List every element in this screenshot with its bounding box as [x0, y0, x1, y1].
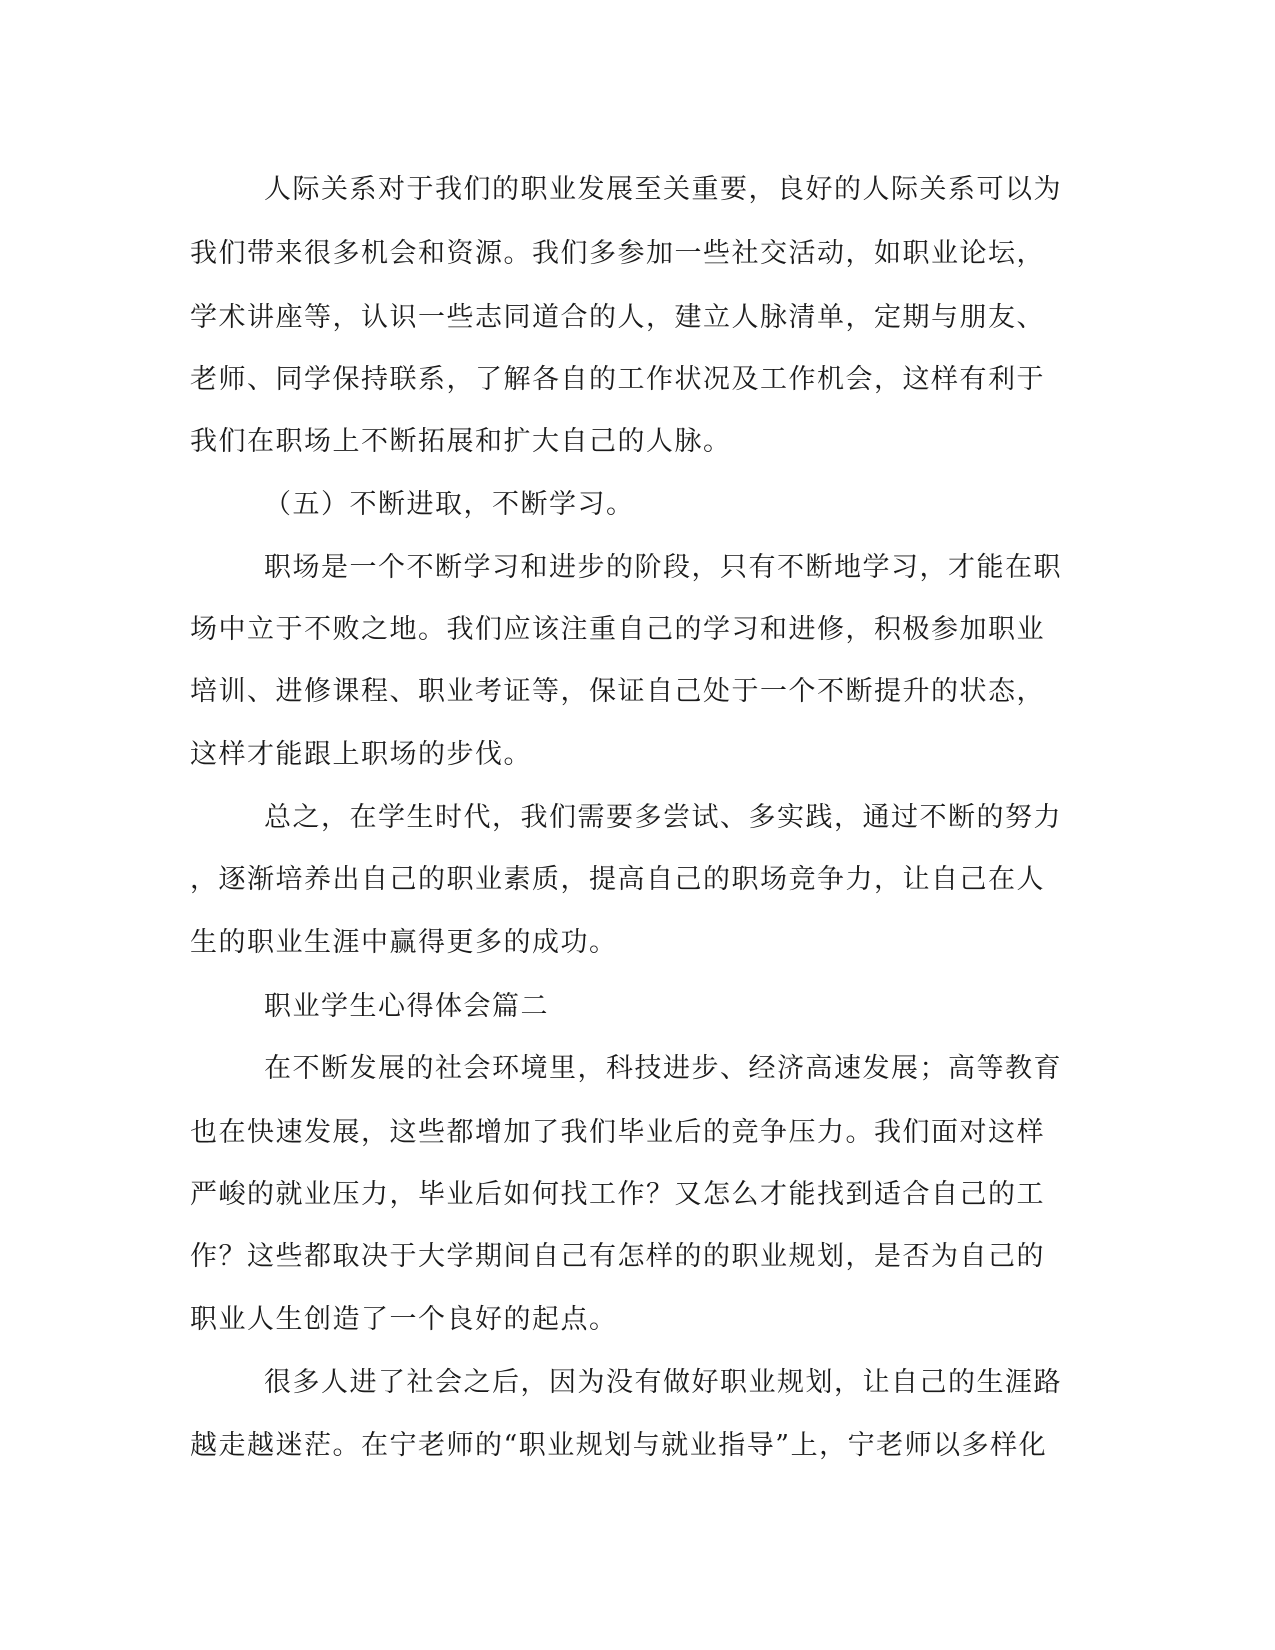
text-line: 我们在职场上不断拓展和扩大自己的人脉。 — [190, 426, 732, 457]
text-line: 很多人进了社会之后，因为没有做好职业规划，让自己的生涯路 — [264, 1367, 1062, 1398]
text-line: 学术讲座等，认识一些志同道合的人，建立人脉清单，定期与朋友、 — [190, 302, 1045, 333]
text-line: 职场是一个不断学习和进步的阶段，只有不断地学习，才能在职 — [264, 552, 1062, 583]
text-line: 在不断发展的社会环境里，科技进步、经济高速发展；高等教育 — [264, 1053, 1062, 1084]
text-line: 越走越迷茫。在宁老师的“职业规划与就业指导”上，宁老师以多样化 — [190, 1430, 1048, 1461]
text-line: ，逐渐培养出自己的职业素质，提高自己的职场竞争力，让自己在人 — [190, 864, 1045, 895]
text-line: 严峻的就业压力，毕业后如何找工作？又怎么才能找到适合自己的工 — [190, 1179, 1045, 1210]
text-line: 场中立于不败之地。我们应该注重自己的学习和进修，积极参加职业 — [190, 614, 1045, 645]
section-heading: （五）不断进取，不断学习。 — [264, 489, 635, 520]
text-line: 我们带来很多机会和资源。我们多参加一些社交活动，如职业论坛， — [190, 238, 1045, 269]
text-line: 这样才能跟上职场的步伐。 — [190, 739, 532, 770]
text-line: 老师、同学保持联系，了解各自的工作状况及工作机会，这样有利于 — [190, 364, 1045, 395]
text-line: 职业人生创造了一个良好的起点。 — [190, 1304, 618, 1335]
text-line: 也在快速发展，这些都增加了我们毕业后的竞争压力。我们面对这样 — [190, 1117, 1045, 1148]
chapter-title: 职业学生心得体会篇二 — [264, 991, 549, 1022]
text-line: 培训、进修课程、职业考证等，保证自己处于一个不断提升的状态， — [190, 676, 1045, 707]
text-line: 生的职业生涯中赢得更多的成功。 — [190, 927, 618, 958]
text-line: 人际关系对于我们的职业发展至关重要，良好的人际关系可以为 — [264, 174, 1062, 205]
text-line: 作？这些都取决于大学期间自己有怎样的的职业规划，是否为自己的 — [190, 1241, 1045, 1272]
text-line: 总之，在学生时代，我们需要多尝试、多实践，通过不断的努力 — [264, 802, 1062, 833]
